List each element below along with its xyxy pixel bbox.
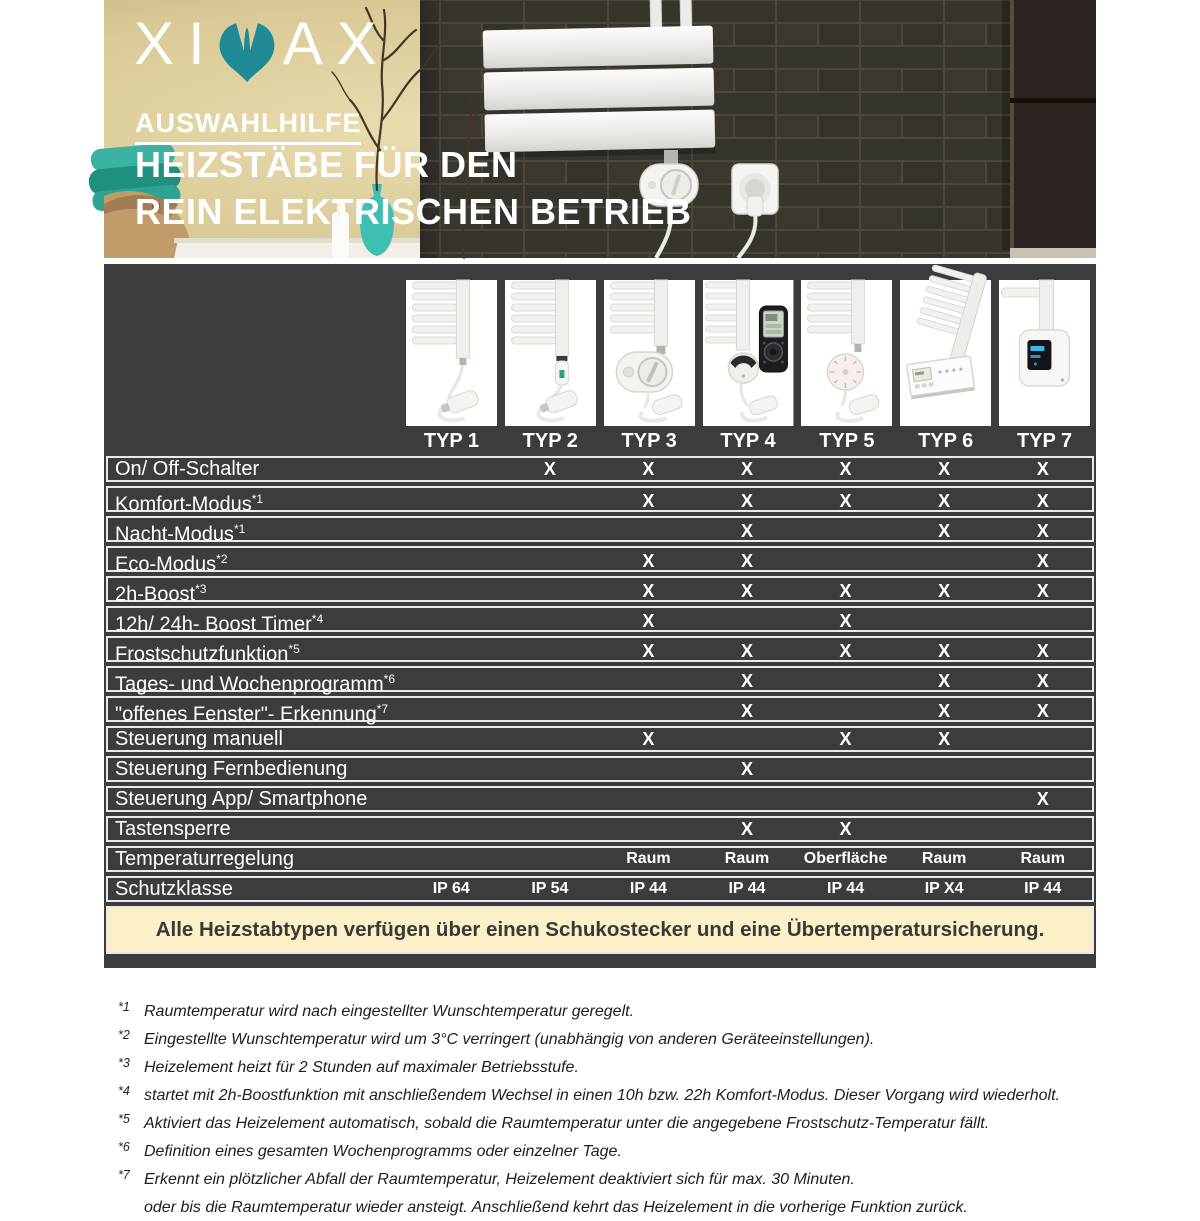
ximax-logo [134, 10, 391, 90]
logo-text-right: AX [282, 10, 391, 77]
footnote-marker: *3 [118, 1056, 130, 1070]
column-header-typ5: TYP 5 [819, 430, 875, 452]
footnote-marker: *1 [118, 1000, 130, 1014]
footnote-marker: *6 [118, 1140, 130, 1154]
footnote [118, 1194, 1096, 1221]
ximax-m-icon [215, 14, 279, 90]
feature-label: Steuerung manuell [115, 728, 283, 750]
column-header-typ3: TYP 3 [621, 430, 677, 452]
product-photo-typ1 [406, 280, 497, 426]
table-row [106, 726, 1094, 752]
feature-cell: X [740, 818, 753, 839]
heater-typ2-icon [505, 280, 596, 426]
feature-cell: X [1036, 551, 1049, 572]
product-photo-typ5 [801, 280, 892, 426]
feature-cell: X [740, 671, 753, 692]
footnote-text: Definition eines gesamten Wochenprogramms oder einzelner Tage. [144, 1143, 622, 1160]
column-header-typ7: TYP 7 [1016, 430, 1073, 452]
feature-cell: X [1036, 641, 1049, 662]
feature-cell: X [1036, 788, 1049, 809]
feature-cell: Oberfläche [803, 850, 888, 867]
feature-cell: X [543, 458, 556, 479]
footnote [118, 1026, 1096, 1054]
feature-label: Schutzklasse [115, 878, 233, 900]
feature-cell: X [740, 758, 753, 779]
footnote-text: Eingestellte Wunschtemperatur wird um 3°C verringert (unabhängig von anderen Geräteeinstellungen). [144, 1031, 875, 1048]
table-row [106, 576, 1094, 606]
feature-cell: X [839, 641, 852, 662]
footnote [118, 998, 1096, 1026]
heater-typ1-icon [406, 280, 497, 426]
typ-label-row [106, 426, 1094, 454]
comparison-table [104, 264, 1096, 968]
feature-cell: X [1036, 491, 1049, 512]
spacer [106, 426, 402, 454]
feature-cell: X [839, 491, 852, 512]
feature-rows [106, 456, 1094, 902]
feature-cell: X [740, 701, 753, 722]
feature-label: 12h/ 24h- Boost Timer$^{*4}$ [115, 612, 324, 636]
feature-cell: X [642, 551, 655, 572]
column-header-typ4: TYP 4 [720, 430, 776, 452]
footnote-marker: *4 [118, 1084, 130, 1098]
table-row [106, 516, 1094, 546]
feature-cell: X [938, 581, 951, 602]
table-row [106, 666, 1094, 696]
feature-cell: X [1036, 701, 1049, 722]
side-table [174, 238, 444, 258]
feature-cell: X [839, 818, 852, 839]
footnote-text: Aktiviert das Heizelement automatisch, sobald die Raumtemperatur unter die angegebene Frostschutz-Temperatur fällt. [144, 1115, 990, 1132]
product-image-row [106, 280, 1094, 426]
feature-cell: X [839, 611, 852, 632]
feature-label: Steuerung Fernbedienung [115, 758, 348, 780]
feature-cell: X [740, 521, 753, 542]
footnotes [118, 998, 1096, 1221]
hero-header [104, 0, 1096, 258]
footnote-marker: *2 [118, 1028, 130, 1042]
feature-cell: X [1036, 521, 1049, 542]
feature-cell: Raum [921, 850, 967, 867]
hero-title-line1: HEIZSTÄBE FÜR DEN [135, 144, 518, 185]
feature-cell: X [642, 728, 655, 749]
feature-cell: X [1036, 458, 1049, 479]
feature-cell: X [740, 641, 753, 662]
footnote-text: startet mit 2h-Boostfunktion mit anschließendem Wechsel in einen 10h bzw. 22h Komfort-Modus. Dieser Vorgang wird wiederholt. [144, 1087, 1060, 1104]
feature-cell: X [642, 491, 655, 512]
table-row [106, 696, 1094, 726]
footnote [118, 1138, 1096, 1166]
feature-cell: Raum [626, 850, 671, 867]
feature-cell: X [642, 581, 655, 602]
feature-label: "offenes Fenster"- Erkennung$^{*7}$ [115, 702, 389, 726]
footnote-text: Heizelement heizt für 2 Stunden auf maximaler Betriebsstufe. [144, 1059, 579, 1076]
footnote-text: oder bis die Raumtemperatur wieder ansteigt. Anschließend kehrt das Heizelement in die vorherige Funktion zurück. [144, 1199, 968, 1216]
feature-cell: IP 54 [531, 880, 569, 897]
heater-typ6-icon [900, 280, 991, 426]
heater-typ4-icon [703, 280, 794, 426]
feature-label: Steuerung App/ Smartphone [115, 788, 368, 810]
column-header-typ2: TYP 2 [522, 430, 578, 452]
table-row [106, 486, 1094, 516]
feature-cell: X [938, 701, 951, 722]
feature-cell: IP X4 [924, 880, 964, 897]
hero-title-line2: REIN ELEKTRISCHEN BETRIEB [135, 191, 692, 232]
heater-typ5-icon [801, 280, 892, 426]
table-row [106, 636, 1094, 666]
footnote [118, 1110, 1096, 1138]
feature-label: Nacht-Modus$^{*1}$ [115, 522, 246, 546]
footnote [118, 1082, 1096, 1110]
hero-title [135, 141, 692, 235]
footnote [118, 1166, 1096, 1194]
feature-label: Komfort-Modus$^{*1}$ [115, 492, 264, 516]
feature-cell: IP 44 [1024, 880, 1062, 897]
table-row [106, 456, 1094, 482]
feature-cell: X [740, 581, 753, 602]
feature-cell: X [740, 551, 753, 572]
table-row [106, 786, 1094, 812]
footnote-text: Erkennt ein plötzlicher Abfall der Raumtemperatur, Heizelement deaktiviert sich für max. 30 Minuten. [144, 1171, 855, 1188]
feature-cell: X [938, 458, 951, 479]
feature-cell: X [938, 728, 951, 749]
feature-cell: X [642, 458, 655, 479]
table-row [106, 876, 1094, 902]
feature-cell: X [642, 641, 655, 662]
logo-text-left: XI [134, 10, 219, 77]
product-photo-typ4 [703, 280, 794, 426]
feature-cell: X [1036, 671, 1049, 692]
product-photo-typ3 [604, 280, 695, 426]
table-row [106, 816, 1094, 842]
feature-cell: X [938, 671, 951, 692]
product-photo-typ7 [999, 280, 1090, 426]
heater-typ3-icon [604, 280, 695, 426]
feature-cell: X [740, 491, 753, 512]
dark-cabinet [1002, 0, 1096, 258]
feature-cell: X [839, 458, 852, 479]
feature-label: Frostschutzfunktion$^{*5}$ [115, 642, 300, 666]
table-row [106, 546, 1094, 576]
tagline: AUSWAHLHILFE [135, 108, 361, 145]
table-row [106, 756, 1094, 782]
feature-label: 2h-Boost$^{*3}$ [115, 582, 207, 606]
feature-label: On/ Off-Schalter [115, 458, 260, 480]
heater-typ7-icon [999, 280, 1090, 426]
feature-cell: Raum [724, 850, 770, 867]
feature-cell: X [839, 581, 852, 602]
footnote-marker: *7 [118, 1168, 130, 1182]
footnote [118, 1054, 1096, 1082]
feature-cell: X [740, 458, 753, 479]
feature-cell: Raum [1020, 850, 1065, 867]
table-row [106, 606, 1094, 636]
feature-cell: X [1036, 581, 1049, 602]
column-header-typ1: TYP 1 [423, 430, 480, 452]
spacer [106, 280, 402, 426]
feature-cell: X [938, 641, 951, 662]
feature-cell: IP 64 [432, 880, 470, 897]
feature-label: Tastensperre [115, 818, 231, 840]
column-header-typ6: TYP 6 [918, 430, 974, 452]
feature-cell: IP 44 [629, 880, 667, 897]
feature-cell: X [938, 491, 951, 512]
product-photo-typ2 [505, 280, 596, 426]
feature-cell: X [839, 728, 852, 749]
feature-cell: IP 44 [728, 880, 766, 897]
feature-cell: IP 44 [827, 880, 865, 897]
product-photo-typ6 [900, 280, 991, 426]
feature-label: Eco-Modus$^{*2}$ [115, 552, 228, 576]
table-row [106, 846, 1094, 872]
footnote-marker: *5 [118, 1112, 130, 1126]
feature-label: Tages- und Wochenprogramm$^{*6}$ [115, 672, 395, 696]
flyer-content [104, 0, 1096, 1221]
feature-cell: X [938, 521, 951, 542]
footnote-text: Raumtemperatur wird nach eingestellter Wunschtemperatur geregelt. [144, 1003, 635, 1020]
feature-cell: X [642, 611, 655, 632]
feature-label: Temperaturregelung [115, 848, 294, 870]
info-banner: Alle Heizstabtypen verfügen über einen Schukostecker und eine Übertemperatursicherung. [106, 906, 1094, 954]
